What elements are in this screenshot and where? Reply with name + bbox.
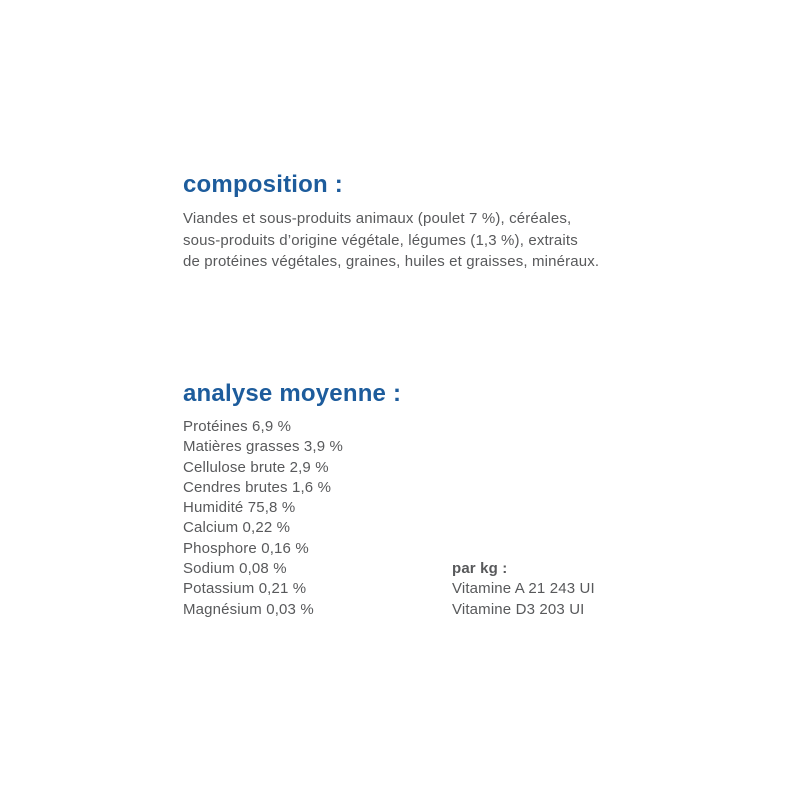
- composition-line-1: Viandes et sous-produits animaux (poulet 7 %), céréales,: [183, 210, 572, 227]
- analysis-item-cellulose-brute: Cellulose brute 2,9 %: [183, 458, 329, 476]
- analysis-item-cendres-brutes: Cendres brutes 1,6 %: [183, 478, 332, 496]
- analysis-item-phosphore: Phosphore 0,16 %: [183, 539, 309, 557]
- analysis-heading: analyse moyenne :: [183, 380, 402, 407]
- per-kg-block: [452, 559, 595, 620]
- analysis-item-matieres-grasses: Matières grasses 3,9 %: [183, 438, 344, 456]
- analysis-item-potassium: Potassium 0,21 %: [183, 580, 307, 598]
- per-kg-item-vitamine-d3: Vitamine D3 203 UI: [452, 600, 585, 618]
- composition-line-2: sous-produits d’origine végétale, légumes (1,3 %), extraits: [183, 231, 578, 249]
- composition-heading: composition :: [183, 171, 343, 198]
- analysis-item-calcium: Calcium 0,22 %: [183, 519, 291, 537]
- analysis-item-magnesium: Magnésium 0,03 %: [183, 600, 314, 618]
- analysis-item-proteines: Protéines 6,9 %: [183, 418, 292, 435]
- per-kg-heading: par kg :: [452, 560, 508, 577]
- analysis-item-humidite: Humidité 75,8 %: [183, 499, 296, 517]
- analysis-list: [183, 417, 343, 620]
- composition-text: [183, 208, 599, 273]
- composition-line-3: de protéines végétales, graines, huiles et graisses, minéraux.: [183, 253, 600, 271]
- per-kg-item-vitamine-a: Vitamine A 21 243 UI: [452, 580, 595, 598]
- analysis-item-sodium: Sodium 0,08 %: [183, 560, 287, 578]
